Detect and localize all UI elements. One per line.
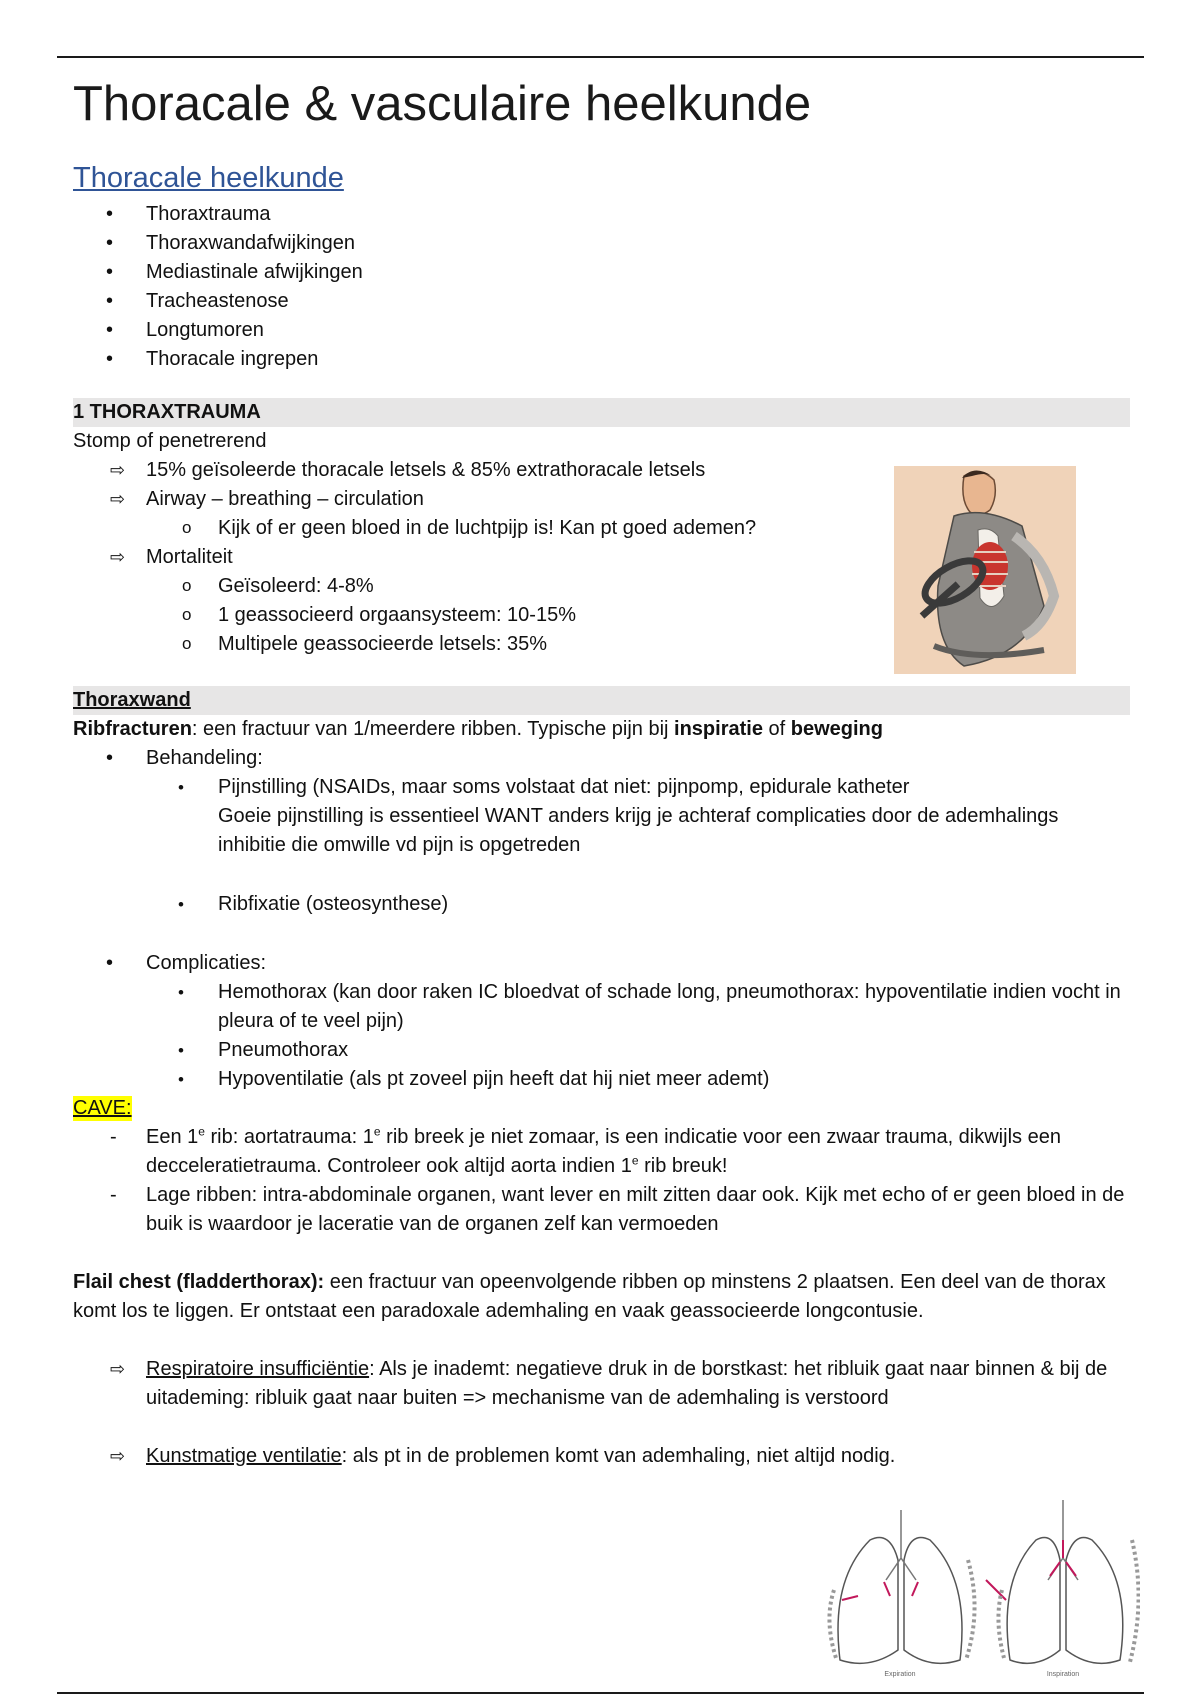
bottom-rule <box>57 1692 1144 1694</box>
topic-list <box>73 200 1130 374</box>
list-item: - Een 1e rib: aortatrauma: 1e rib breek je niet zomaar, is een indicatie voor een zwaar trauma, dikwijls een decceleratietrauma. Controleer ook altijd aorta indien 1e rib breuk! <box>146 1123 1130 1181</box>
arrow-right-icon: ⇨ <box>110 460 126 480</box>
list-item: ⇨ Kunstmatige ventilatie: als pt in de problemen komt van ademhaling, niet altijd nodig. <box>146 1442 1130 1471</box>
section-heading-thoracale: Thoracale heelkunde <box>73 162 344 194</box>
list-item: ⇨ Airway – breathing – circulation o Kijk of er geen bloed in de luchtpijp is! Kan pt goed ademen? <box>146 485 1130 543</box>
arrow-right-icon: ⇨ <box>110 547 126 567</box>
trauma-intro: Stomp of penetrerend <box>73 430 267 452</box>
list-item: o Geïsoleerd: 4-8% <box>218 572 1130 601</box>
diagram-label-expiration: Expiration <box>884 1671 916 1678</box>
cave-label: CAVE: <box>73 1097 132 1119</box>
lung-inspiration <box>986 1500 1139 1663</box>
arrow-right-icon: ⇨ <box>110 1359 126 1379</box>
list-item: • Thoraxwandafwijkingen <box>146 229 1130 258</box>
list-item: • Ribfixatie (osteosynthese) <box>218 890 1130 919</box>
list-item: • Complicaties: • Hemothorax (kan door raken IC bloedvat of schade long, pneumothorax: hypoventilatie indien vocht in pleura of te veel pijn) • Pneumothorax • Hypoventilatie (als pt zoveel pijn heeft dat hij niet meer ademt) <box>146 949 1130 1094</box>
flail-arrow-list <box>73 1355 1130 1413</box>
list-item: • Mediastinale afwijkingen <box>146 258 1130 287</box>
list-item: • Tracheastenose <box>146 287 1130 316</box>
section-bar-thoraxtrauma: 1 THORAXTRAUMA <box>73 398 1130 427</box>
list-item: • Longtumoren <box>146 316 1130 345</box>
list-item: • Hemothorax (kan door raken IC bloedvat of schade long, pneumothorax: hypoventilatie indien vocht in pleura of te veel pijn) <box>218 978 1130 1036</box>
flail-arrow-list-2 <box>73 1442 1130 1471</box>
list-item: o Kijk of er geen bloed in de luchtpijp is! Kan pt goed ademen? <box>218 514 1130 543</box>
list-item: • Thoracale ingrepen <box>146 345 1130 374</box>
list-item: • Thoraxtrauma <box>146 200 1130 229</box>
arrow-right-icon: ⇨ <box>110 1446 126 1466</box>
list-item: • Pijnstilling (NSAIDs, maar soms volstaat dat niet: pijnpomp, epidurale katheter Goeie pijnstilling is essentieel WANT anders krijg je achteraf complicaties door de ademhalings inhibitie die omwille vd pijn is opgetreden <box>218 773 1130 860</box>
list-item: ⇨ Mortaliteit o Geïsoleerd: 4-8% o 1 geassocieerd orgaansysteem: 10-15% o Multipele geassocieerde letsels: 35% <box>146 543 1130 659</box>
list-item: - Lage ribben: intra-abdominale organen, want lever en milt zitten daar ook. Kijk met echo of er geen bloed in de buik is waardoor je laceratie van de organen zelf kan vermoeden <box>146 1181 1130 1239</box>
sub-list <box>146 773 1130 860</box>
list-item: • Behandeling: • Pijnstilling (NSAIDs, maar soms volstaat dat niet: pijnpomp, epidurale katheter Goeie pijnstilling is essentieel WANT anders krijg je achteraf complicaties door de ademhalings inhibitie die omwille vd pijn is opgetreden • Ribfixatie (osteosynthese) <box>146 744 1130 919</box>
illustration-svg <box>894 466 1076 674</box>
list-item: • Pneumothorax <box>218 1036 1130 1065</box>
complicaties-list <box>73 949 1130 1094</box>
flail-chest-paragraph: Flail chest (fladderthorax): een fractuur van opeenvolgende ribben op minstens 2 plaatsen. Een deel van de thorax komt los te liggen. Er ontstaat een paradoxale ademhaling en vaak geassocieerde longcontusie. <box>73 1271 1106 1322</box>
behandeling-list <box>73 744 1130 919</box>
cave-list <box>73 1123 1130 1239</box>
list-item: ⇨ 15% geïsoleerde thoracale letsels & 85% extrathoracale letsels <box>146 456 1130 485</box>
ribfracturen-paragraph: Ribfracturen: een fractuur van 1/meerdere ribben. Typische pijn bij inspiratie of beweging <box>73 718 883 740</box>
document-body <box>73 74 1130 1471</box>
lung-diagram-svg <box>820 1500 1140 1680</box>
diagram-label-inspiration: Inspiration <box>1046 1671 1080 1678</box>
chest-trauma-illustration <box>894 466 1076 674</box>
list-item: o Multipele geassocieerde letsels: 35% <box>218 630 1130 659</box>
list-item: • Hypoventilatie (als pt zoveel pijn heeft dat hij niet meer ademt) <box>218 1065 1130 1094</box>
page-title: Thoracale & vasculaire heelkunde <box>73 77 812 131</box>
sub-list <box>146 890 1130 919</box>
sub-list <box>146 978 1130 1094</box>
arrow-right-icon: ⇨ <box>110 489 126 509</box>
list-item: o 1 geassocieerd orgaansysteem: 10-15% <box>218 601 1130 630</box>
flail-chest-lung-diagram <box>820 1500 1140 1680</box>
section-bar-thoraxwand: Thoraxwand <box>73 686 1130 715</box>
lung-expiration <box>829 1510 974 1663</box>
list-item: ⇨ Respiratoire insufficiëntie: Als je inademt: negatieve druk in de borstkast: het ribluik gaat naar binnen & bij de uitademing: ribluik gaat naar buiten => mechanisme van de ademhaling is verstoord <box>146 1355 1130 1413</box>
top-rule <box>57 56 1144 58</box>
